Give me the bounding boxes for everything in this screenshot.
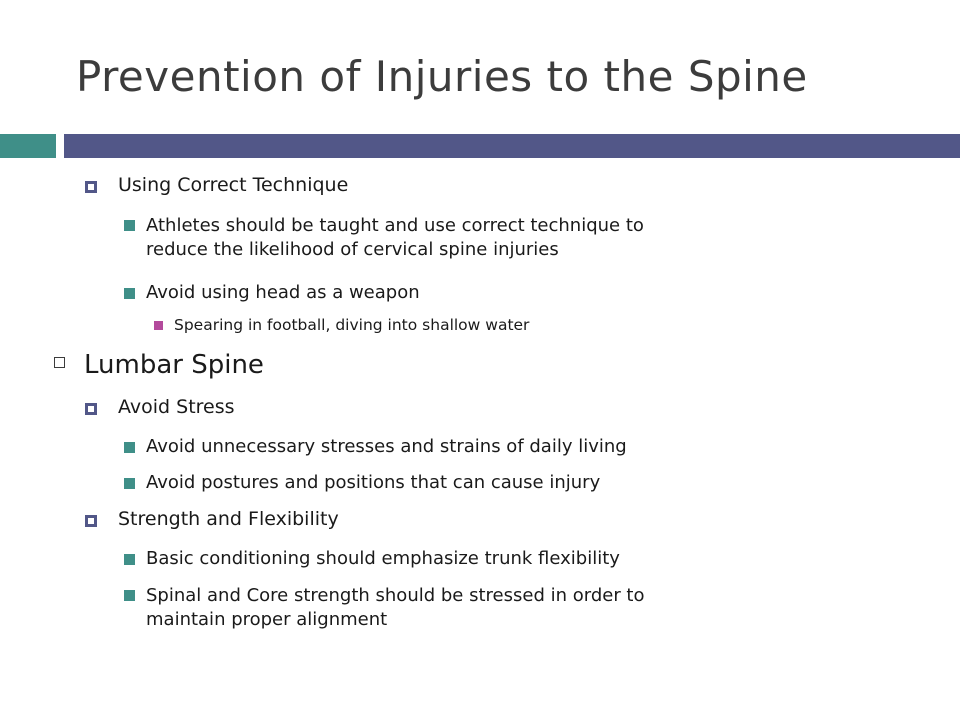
bullet-text-line-1: Athletes should be taught and use correct technique to xyxy=(146,215,644,236)
square-bullet-icon xyxy=(154,321,163,330)
bullet-text: Spearing in football, diving into shallow water xyxy=(174,316,530,334)
bullet-text-line-1: Spinal and Core strength should be stressed in order to xyxy=(146,585,645,606)
bullet-athletes-taught xyxy=(146,214,644,262)
bullet-avoid-head-weapon xyxy=(146,282,420,303)
square-bullet-icon xyxy=(124,554,135,565)
bullet-text: Avoid using head as a weapon xyxy=(146,282,420,303)
bullet-lumbar-spine xyxy=(84,350,264,380)
bullet-text: Avoid postures and positions that can cause injury xyxy=(146,472,601,493)
bullet-avoid-unnecessary xyxy=(146,436,627,457)
bullet-spearing xyxy=(174,316,529,334)
square-bullet-icon xyxy=(85,181,97,193)
heading-text: Strength and Flexibility xyxy=(118,508,339,530)
bullet-using-correct-technique xyxy=(118,174,348,196)
bullet-strength-flexibility xyxy=(118,508,339,530)
square-bullet-icon xyxy=(124,220,135,231)
square-bullet-icon xyxy=(85,403,97,415)
heading-text: Lumbar Spine xyxy=(84,350,264,380)
heading-text: Avoid Stress xyxy=(118,396,235,418)
square-bullet-icon xyxy=(124,478,135,489)
square-bullet-icon xyxy=(124,442,135,453)
square-bullet-icon xyxy=(124,288,135,299)
square-bullet-icon xyxy=(124,590,135,601)
bullet-avoid-postures xyxy=(146,472,600,493)
bullet-text-line-2: maintain proper alignment xyxy=(146,609,388,630)
bullet-text: Basic conditioning should emphasize trunk flexibility xyxy=(146,548,620,569)
square-bullet-icon xyxy=(85,515,97,527)
hollow-square-bullet-icon xyxy=(54,357,65,368)
bullet-text: Avoid unnecessary stresses and strains of daily living xyxy=(146,436,627,457)
bullet-basic-conditioning xyxy=(146,548,620,569)
bullet-spinal-core xyxy=(146,584,645,632)
heading-text: Using Correct Technique xyxy=(118,174,349,196)
slide-title: Prevention of Injuries to the Spine xyxy=(76,52,808,101)
bullet-text-line-2: reduce the likelihood of cervical spine injuries xyxy=(146,239,559,260)
bullet-avoid-stress xyxy=(118,396,235,418)
